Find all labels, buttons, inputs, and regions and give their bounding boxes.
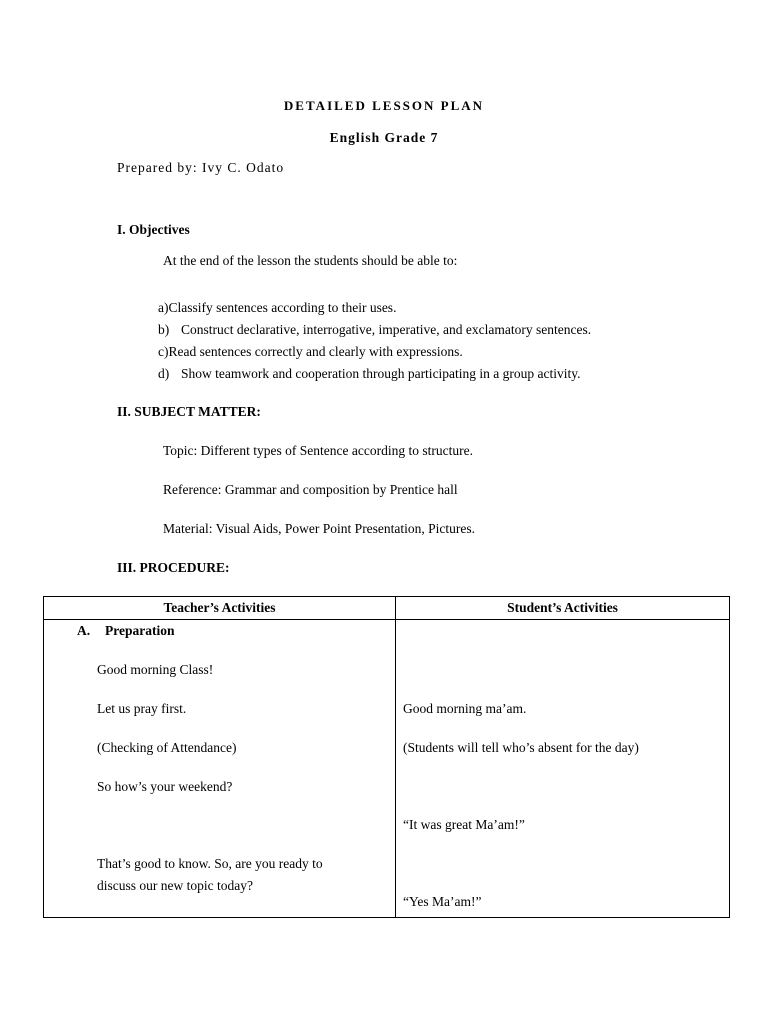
student-activities-cell [396,620,730,918]
table-header-row [44,597,730,620]
subject-reference: Reference: Grammar and composition by Prentice hall [163,482,458,497]
student-line: Good morning ma’am. [403,701,527,716]
teacher-line: Good morning Class! [97,662,214,677]
subject-matter-heading: II. SUBJECT MATTER: [117,404,261,419]
procedure-table [43,596,730,918]
student-line: (Students will tell who’s absent for the day) [403,740,639,755]
objective-text: Construct declarative, interrogative, imperative, and exclamatory sentences. [181,322,592,337]
teacher-line: Let us pray first. [97,701,187,716]
table-row [44,620,730,918]
objective-text: Read sentences correctly and clearly with expressions. [168,344,463,359]
section-title: Preparation [105,623,175,638]
objectives-heading: I. Objectives [117,222,190,237]
objective-label: a) [158,300,169,315]
teacher-line: (Checking of Attendance) [97,740,237,755]
teacher-line: That’s good to know. So, are you ready to [97,856,323,871]
objectives-intro: At the end of the lesson the students should be able to: [163,253,458,268]
objective-item-b [158,322,591,338]
section-heading [77,623,175,639]
student-line: “Yes Ma’am!” [403,894,482,909]
objective-item-a [158,300,396,316]
objective-label: c) [158,344,169,359]
teacher-activities-header: Teacher’s Activities [44,597,396,620]
procedure-heading: III. PROCEDURE: [117,560,230,575]
student-activities-header: Student’s Activities [396,597,730,620]
teacher-line: So how’s your weekend? [97,779,233,794]
teacher-line: discuss our new topic today? [97,878,253,893]
prepared-by: Prepared by: Ivy C. Odato [117,160,285,175]
section-label: A. [77,623,91,638]
objective-text: Classify sentences according to their uses. [168,300,397,315]
objective-text: Show teamwork and cooperation through participating in a group activity. [181,366,581,381]
objective-item-c [158,344,463,360]
objective-item-d [158,366,581,382]
document-subtitle: English Grade 7 [329,130,439,145]
subject-topic: Topic: Different types of Sentence according to structure. [163,443,473,458]
document-title: DETAILED LESSON PLAN [283,98,485,113]
objective-label: b) [158,322,170,337]
objective-label: d) [158,366,170,381]
teacher-activities-cell [44,620,396,918]
student-line: “It was great Ma’am!” [403,817,525,832]
subject-material: Material: Visual Aids, Power Point Presentation, Pictures. [163,521,476,536]
